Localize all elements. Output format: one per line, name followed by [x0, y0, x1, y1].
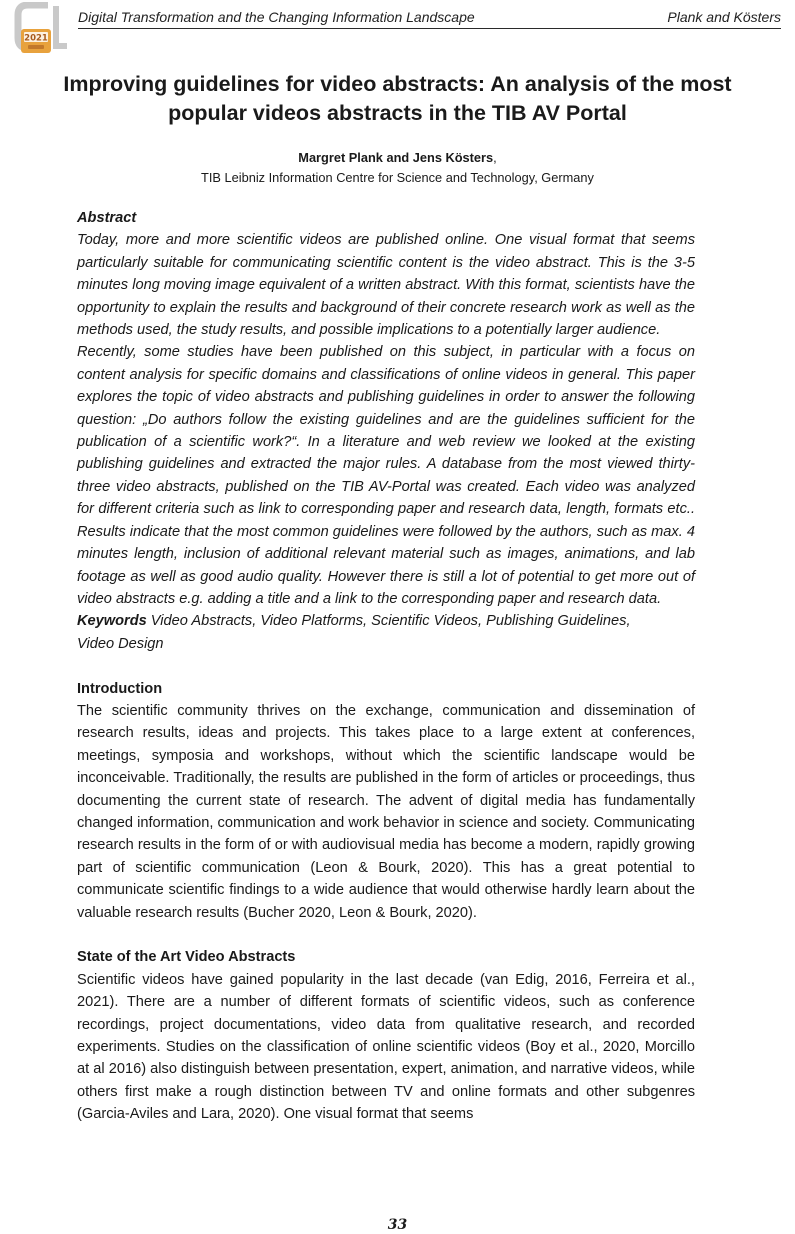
state-of-art-paragraph: Scientific videos have gained popularity in the last decade (van Edig, 2016, Ferreira et al., 2021). There are a number of different formats of scientific videos, such as conference recordings, project documentations, video data from qualitative research, and recorded experiments. Studies on the classification of online scientific videos (Boy et al., 2020, Morcillo at al 2016) also distinguish between presentation, expert, animation, and narrative videos, while others first make a rough distinction between TV and online formats and other subgenres (Garcia-Aviles and Lara, 2020). One visual format that seems — [77, 971, 695, 1123]
keywords-label: Keywords — [77, 613, 147, 630]
author-line — [0, 149, 795, 167]
keywords-continued: Video Design — [77, 635, 164, 652]
state-of-art-heading: State of the Art Video Abstracts — [77, 949, 296, 966]
page-number: 33 — [387, 1217, 408, 1233]
running-header-title: Digital Transformation and the Changing Information Landscape — [78, 9, 475, 25]
introduction-heading: Introduction — [77, 680, 163, 697]
paper-body — [77, 207, 695, 1126]
abstract-paragraph: Today, more and more scientific videos are published online. One visual format that seems particularly suitable for communicating scientific content is the video abstract. This is the 3-5 minutes long moving image equivalent of a written abstract. With this format, scientists have the opportunity to explain the results and background of their concrete research work as well as the methods used, the study results, and possible implications to a potentially larger audience. — [77, 232, 695, 339]
abstract-section — [77, 207, 695, 655]
running-header-authors: Plank and Kösters — [667, 9, 781, 25]
author-names-suffix: , — [493, 150, 497, 165]
keywords — [77, 610, 695, 632]
state-of-art-section — [77, 946, 695, 1125]
abstract-paragraph: Recently, some studies have been published on this subject, in particular with a focus on content analysis for specific domains and classifications of online videos in general. This paper explores the topic of video abstracts and publishing guidelines in order to answer the following question: „Do authors follow the existing guidelines and are the guidelines sufficient for the publication of a scientific work?“. In a literature and web review we looked at the existing publishing guidelines and extracted the major rules. A database from the most viewed thirty-three video abstracts, published on the TIB AV-Portal was created. Each video was analyzed for different criteria such as link to corresponding paper and research data, length, formats etc.. Results indicate that the most common guidelines were followed by the authors, such as max. 4 minutes length, inclusion of additional relevant material such as images, animations, and lab footage as well as good audio quality. However there is still a lot of potential to get more out of video abstracts e.g. adding a title and a link to the corresponding paper and research data. — [77, 344, 695, 607]
author-names: Margret Plank and Jens Kösters — [298, 150, 494, 165]
abstract-heading: Abstract — [77, 210, 137, 226]
keywords-list: Video Abstracts, Video Platforms, Scientific Videos, Publishing Guidelines, — [146, 613, 631, 630]
introduction-paragraph: The scientific community thrives on the exchange, communication and dissemination of research results, ideas and projects. This takes place to a large extent at conferences, meetings, symposia and workshops, without which the scientific landscape would be inconceivable. Traditionally, the results are published in the form of articles or proceedings, thus documenting the current state of research. The advent of digital media has fundamentally changed information, communication and work behavior in science and society. Communicating research results in the form of or with audiovisual media has become a modern, rapidly growing part of scientific communication (Leon & Bourk, 2020). This has a great potential to communicate scientific findings to a wide audience that would otherwise hardly learn about the valuable research results (Bucher 2020, Leon & Bourk, 2020). — [77, 702, 695, 921]
conference-logo-icon — [14, 2, 70, 54]
logo-year: 2021 — [24, 33, 48, 44]
conference-logo — [14, 2, 70, 54]
running-header — [78, 7, 781, 29]
introduction-section — [77, 678, 695, 924]
author-affiliation: TIB Leibniz Information Centre for Science and Technology, Germany — [201, 170, 594, 185]
paper-title: Improving guidelines for video abstracts: An analysis of the most popular videos abstracts in the TIB AV Portal — [63, 72, 732, 125]
